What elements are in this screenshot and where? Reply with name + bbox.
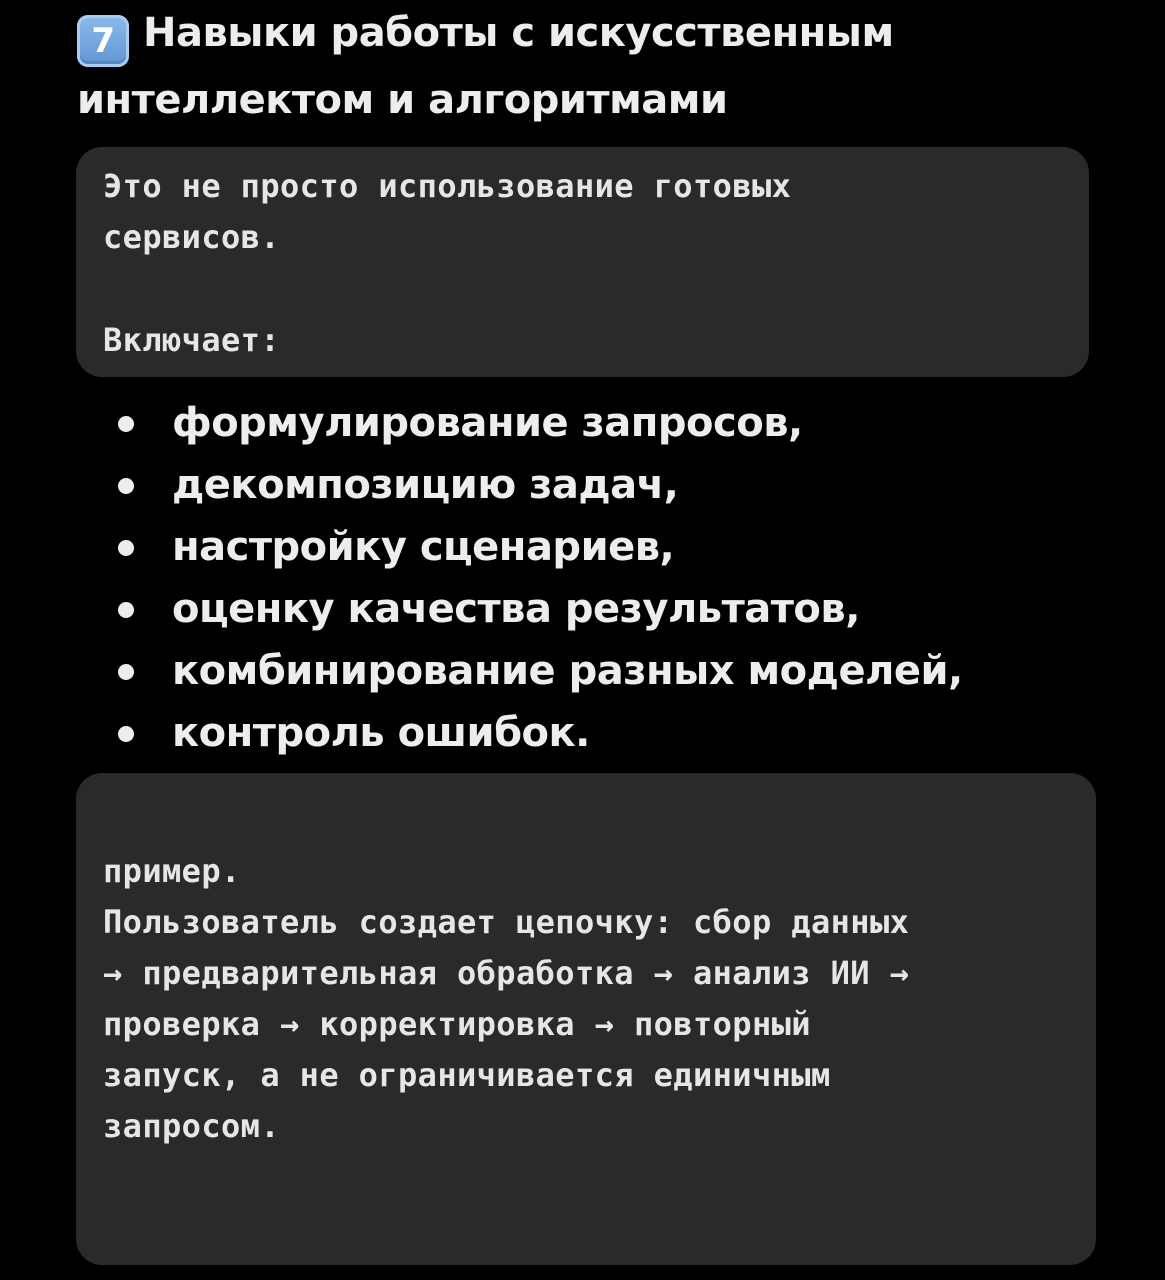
list-item-text: формулирование запросов, [172,400,803,446]
example-line-2: Пользователь создает цепочку: сбор данных [103,903,910,941]
example-line-4: проверка → корректировка → повторный [103,1005,811,1043]
list-item [112,578,963,640]
heading-line-2: интеллектом и алгоритмами [77,77,728,123]
list-item-text: контроль ошибок. [172,710,590,756]
list-item-text: комбинирование разных моделей, [172,648,963,694]
example-line-1: пример. [103,852,241,890]
intro-line-1: Это не просто использование готовых [103,167,792,205]
intro-line-2: сервисов. [103,218,280,256]
bullet-icon [118,540,134,556]
list-item-text: настройку сценариев, [172,524,675,570]
example-line-5: запуск, а не ограничивается единичным [103,1056,831,1094]
bullet-icon [118,416,134,432]
example-line-3: → предварительная обработка → анализ ИИ → [103,954,910,992]
bullet-icon [118,478,134,494]
section-heading [77,0,1117,133]
skills-list [112,392,963,764]
keycap-seven-icon: 7 [77,15,129,67]
list-item-text: декомпозицию задач, [172,462,679,508]
example-line-6: запросом. [103,1107,280,1145]
list-item [112,640,963,702]
bullet-icon [118,602,134,618]
list-item [112,454,963,516]
list-item [112,702,963,764]
intro-line-includes: Включает: [103,321,280,359]
bullet-icon [118,664,134,680]
list-item-text: оценку качества результатов, [172,586,860,632]
list-item [112,516,963,578]
list-item [112,392,963,454]
bullet-icon [118,726,134,742]
heading-line-1: Навыки работы с искусственным [143,10,894,56]
